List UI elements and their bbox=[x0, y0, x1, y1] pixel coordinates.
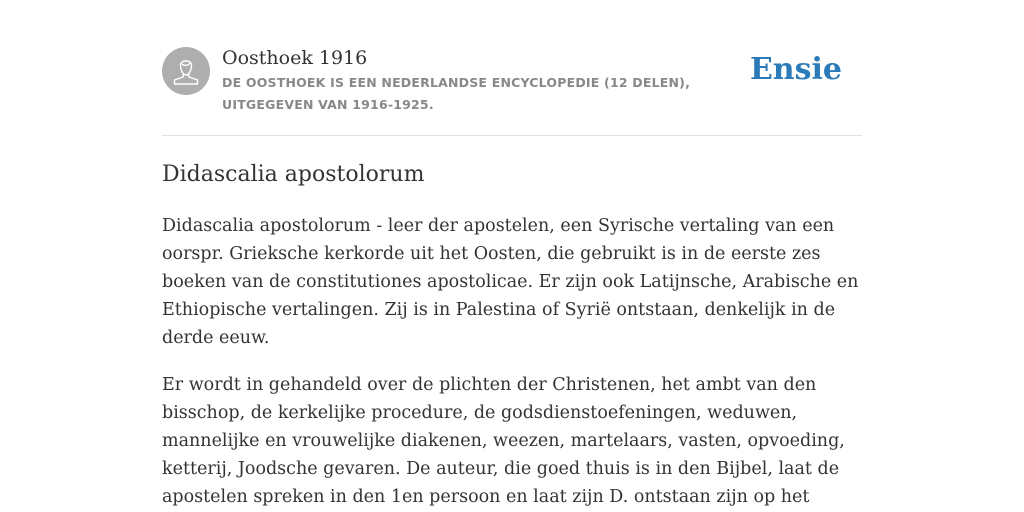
entry-title: Didascalia apostolorum bbox=[162, 162, 425, 187]
ensie-logo-link[interactable]: Ensie bbox=[749, 52, 842, 87]
user-icon bbox=[162, 47, 210, 95]
entry-content bbox=[162, 212, 862, 512]
source-avatar[interactable] bbox=[162, 47, 210, 95]
source-header bbox=[162, 46, 862, 136]
source-description: DE OOSTHOEK IS EEN NEDERLANDSE ENCYCLOPEDIE (12 DELEN), UITGEGEVEN VAN 1916-1925. bbox=[222, 75, 691, 112]
entry-paragraph: Didascalia apostolorum - leer der apostelen, een Syrische vertaling van een oorspr. Grieksche kerkorde uit het Oosten, die gebruikt is in de eerste zes boeken van de constitutiones apostolicae. Er zijn ook Latijnsche, Arabische en Ethiopische vertalingen. Zij is in Palestina of Syrië ontstaan, denkelijk in de derde eeuw. bbox=[162, 216, 859, 348]
entry-paragraph: Er wordt in gehandeld over de plichten der Christenen, het ambt van den bisschop, de kerkelijke procedure, de godsdienstoefeningen, weduwen, mannelijke en vrouwelijke diakenen, weezen, martelaars, vasten, opvoeding, ketterij, Joodsche gevaren. De auteur, die goed thuis is in den Bijbel, laat de apostelen spreken in den 1en persoon en laat zijn D. ontstaan zijn op het bbox=[162, 375, 845, 507]
source-name[interactable]: Oosthoek 1916 bbox=[222, 47, 368, 69]
